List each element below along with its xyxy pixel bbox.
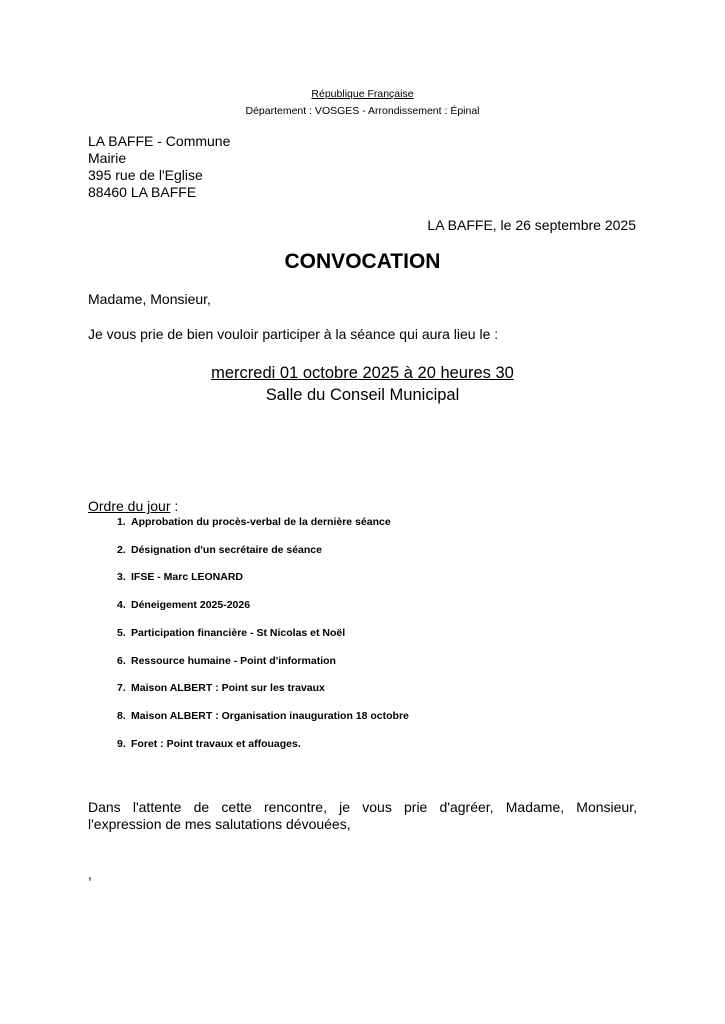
agenda-item-number: 9. <box>117 738 126 750</box>
agenda-item-number: 2. <box>117 544 126 556</box>
agenda-item-number: 8. <box>117 710 126 722</box>
sender-line-city: 88460 LA BAFFE <box>88 184 197 200</box>
agenda-item <box>117 738 301 750</box>
sender-line-mairie: Mairie <box>88 150 127 166</box>
agenda-item <box>117 655 336 667</box>
agenda-item-text: IFSE - Marc LEONARD <box>131 571 244 583</box>
agenda-heading <box>88 498 178 514</box>
agenda-item <box>117 544 322 556</box>
agenda-item-text: Ressource humaine - Point d'information <box>131 655 336 667</box>
agenda-item-number: 7. <box>117 682 126 694</box>
agenda-item-text: Foret : Point travaux et affouages. <box>131 738 301 750</box>
meeting-datetime: mercredi 01 octobre 2025 à 20 heures 30 <box>211 364 514 382</box>
agenda-item <box>117 516 391 528</box>
page-title: CONVOCATION <box>284 250 441 273</box>
agenda-item-number: 1. <box>117 516 126 528</box>
intro-text: Je vous prie de bien vouloir participer à la séance qui aura lieu le : <box>88 326 499 342</box>
salutation: Madame, Monsieur, <box>88 291 211 307</box>
agenda-title-suffix: : <box>170 498 179 514</box>
sender-line-commune: LA BAFFE - Commune <box>88 133 231 149</box>
signature-mark: , <box>88 866 92 882</box>
republic-heading: République Française <box>311 88 414 100</box>
agenda-item-number: 6. <box>117 655 126 667</box>
meeting-place: Salle du Conseil Municipal <box>265 386 460 404</box>
agenda-title: Ordre du jour <box>88 498 171 514</box>
sender-address <box>88 133 230 201</box>
agenda-item-text: Maison ALBERT : Point sur les travaux <box>131 682 325 694</box>
agenda-item-text: Participation financière - St Nicolas et Noël <box>131 627 346 639</box>
agenda-item-number: 5. <box>117 627 126 639</box>
agenda-item-text: Déneigement 2025-2026 <box>131 599 251 611</box>
agenda-item <box>117 571 243 583</box>
closing-line-2: l'expression de mes salutations dévouées, <box>88 816 351 832</box>
agenda-item-text: Désignation d'un secrétaire de séance <box>131 544 322 556</box>
agenda-item <box>117 627 345 639</box>
agenda-item <box>117 599 250 611</box>
date-line: LA BAFFE, le 26 septembre 2025 <box>427 217 636 233</box>
agenda-item-text: Maison ALBERT : Organisation inauguration 18 octobre <box>131 710 409 722</box>
department-line: Département : VOSGES - Arrondissement : Épinal <box>245 105 480 117</box>
agenda-item-number: 4. <box>117 599 126 611</box>
agenda-item-text: Approbation du procès-verbal de la dernière séance <box>131 516 391 528</box>
agenda-item <box>117 682 325 694</box>
closing-line-1: Dans l'attente de cette rencontre, je vous prie d'agréer, Madame, Monsieur, <box>88 799 637 815</box>
sender-line-street: 395 rue de l'Eglise <box>88 167 203 183</box>
agenda-item <box>117 710 409 722</box>
agenda-item-number: 3. <box>117 571 126 583</box>
